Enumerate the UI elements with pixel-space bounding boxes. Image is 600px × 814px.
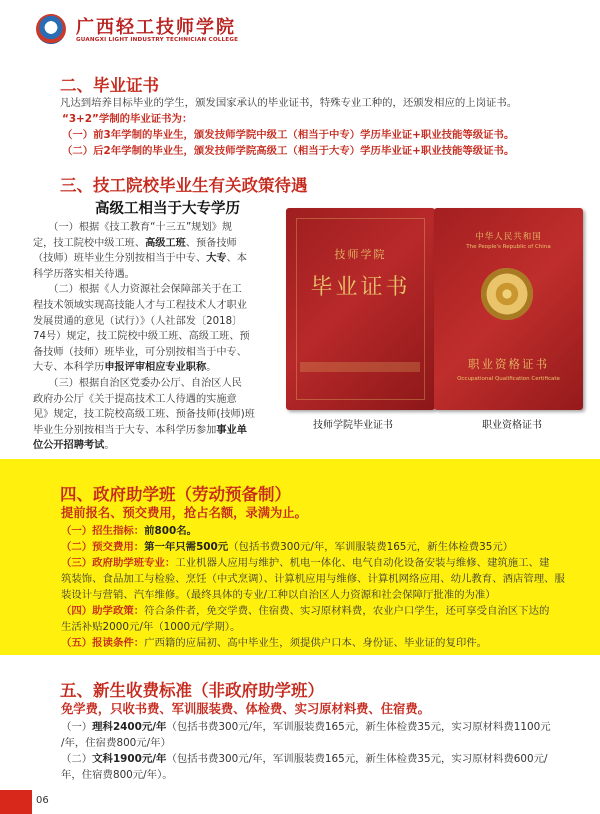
text-line: （三）根据自治区党委办公厅、自治区人民 <box>33 377 242 389</box>
text-line: 毕业生分别按相当于大专、本科学历参加事业单 <box>33 424 247 436</box>
text-line: 科学历落实相关待遇。 <box>33 268 135 280</box>
text-line: 发展贯通的意见（试行）》（人社部发〔2018〕 <box>33 315 243 327</box>
text-line: 备技师（技师）班毕业，可分别按相当于中专、 <box>33 346 247 358</box>
page-number: 06 <box>36 795 49 806</box>
text-line: 见》规定，技工院校高级工班、预备技师(技师)班 <box>33 409 255 421</box>
list-item: （一）招生指标：前800名。 <box>61 525 197 537</box>
school-name-en: GUANGXI LIGHT INDUSTRY TECHNICIAN COLLEGE <box>76 37 239 43</box>
qualification-certificate-image <box>434 208 583 410</box>
school-logo <box>36 14 66 44</box>
section-title-graduation-certificate: 二、毕业证书 <box>60 76 159 95</box>
section-title-policy: 三、技工院校毕业生有关政策待遇 <box>60 176 308 195</box>
subtitle: 高级工相当于大专学历 <box>95 201 240 217</box>
list-item: 装设计与营销、汽车维修。（最终具体的专业/工种以自治区人力资源和社会保障厅批准的为准） <box>61 589 496 601</box>
national-emblem-icon <box>481 268 533 320</box>
text-line: 定，技工院校中级工班、高级工班、预备技师 <box>33 237 237 249</box>
certificate-line: 中华人民共和国 <box>475 232 542 242</box>
paragraph-highlight: （一）前3年学制的毕业生，颁发技师学院中级工（相当于中专）学历毕业证+职业技能等级证书。 <box>62 129 515 141</box>
page-header <box>0 0 600 58</box>
slogan: 提前报名、预交费用，抢占名额，录满为止。 <box>61 506 307 520</box>
footer-accent-bar <box>0 790 32 814</box>
list-item: （五）报读条件：广西籍的应届初、高中毕业生，须提供户口本、身份证、毕业证的复印件。 <box>61 637 488 649</box>
section-title-fees: 五、新生收费标准（非政府助学班） <box>60 681 324 700</box>
paragraph-highlight: （二）后2年学制的毕业生，颁发技师学院高级工（相当于大专）学历毕业证+职业技能等级证书。 <box>62 145 515 157</box>
text-line: 大专、本科学历申报评审相应专业职称。 <box>33 362 217 374</box>
certificate-line: The People's Republic of China <box>466 244 551 250</box>
section-title-government-aid: 四、政府助学班（劳动预备制） <box>60 485 291 504</box>
caption-graduation-certificate: 技师学院毕业证书 <box>313 420 393 431</box>
certificate-strip <box>300 362 420 372</box>
list-item: （二）预交费用：第一年只需500元（包括书费300元/年，军训服装费165元，新生体检费35元） <box>61 541 514 553</box>
text-line: （二）根据《人力资源社会保障部关于在工 <box>33 284 242 296</box>
list-item: （三）政府助学班专业：工业机器人应用与维护、机电一体化、电气自动化设备安装与维修、建筑施工、建 <box>61 557 550 569</box>
text-line: 74号）规定，技工院校中级工班、高级工班、预 <box>33 331 250 343</box>
text-line: （一）根据《技工教育“十三五”规划》规 <box>33 222 233 233</box>
list-item: （四）助学政策：符合条件者，免交学费、住宿费、实习原材料费，农业户口学生，还可享受自治区下达的 <box>61 605 550 617</box>
school-name-cn: 广西轻工技师学院 <box>76 17 236 38</box>
text-line: 政府办公厅《关于提高技术工人待遇的实施意 <box>33 393 237 405</box>
text-line: （技师）班毕业生分别按相当于中专、大专、本 <box>33 253 247 265</box>
certificate-line: Occupational Qualification Certificate <box>457 376 560 382</box>
text-line: 位公开招聘考试。 <box>33 440 115 452</box>
fee-line: 年，住宿费800元/年）。 <box>61 769 173 781</box>
list-item: 筑装饰、食品加工与检验、烹饪（中式烹调）、计算机应用与维修、计算机网络应用、幼儿教育、酒店管理、服 <box>61 573 565 585</box>
fee-line: /年，住宿费800元/年） <box>61 737 171 749</box>
certificate-line: 技师学院 <box>334 248 387 261</box>
certificate-line: 毕业证书 <box>310 275 411 300</box>
government-aid-section <box>0 459 600 655</box>
graduation-certificate-image <box>286 208 435 410</box>
paragraph: 凡达到培养目标毕业的学生，颁发国家承认的毕业证书，特殊专业工种的，还颁发相应的上岗证书。 <box>60 97 518 109</box>
policy-text-column <box>33 220 283 454</box>
fee-line: （二）文科1900元/年（包括书费300元/年，军训服装费165元，新生体检费35元，实习原材料费600元/ <box>61 753 548 765</box>
paragraph-highlight: “3+2”学制的毕业证书为： <box>62 113 193 125</box>
slogan: 免学费，只收书费、军训服装费、体检费、实习原材料费、住宿费。 <box>61 702 430 716</box>
fee-line: （一）理科2400元/年（包括书费300元/年，军训服装费165元，新生体检费35元，实习原材料费1100元 <box>61 721 551 733</box>
text-line: 程技术领域实现高技能人才与工程技术人才职业 <box>33 299 247 311</box>
list-item: 生活补贴2000元/年（1000元/学期）。 <box>61 621 241 633</box>
caption-qualification-certificate: 职业资格证书 <box>482 420 542 431</box>
certificate-line: 职业资格证书 <box>468 357 549 371</box>
